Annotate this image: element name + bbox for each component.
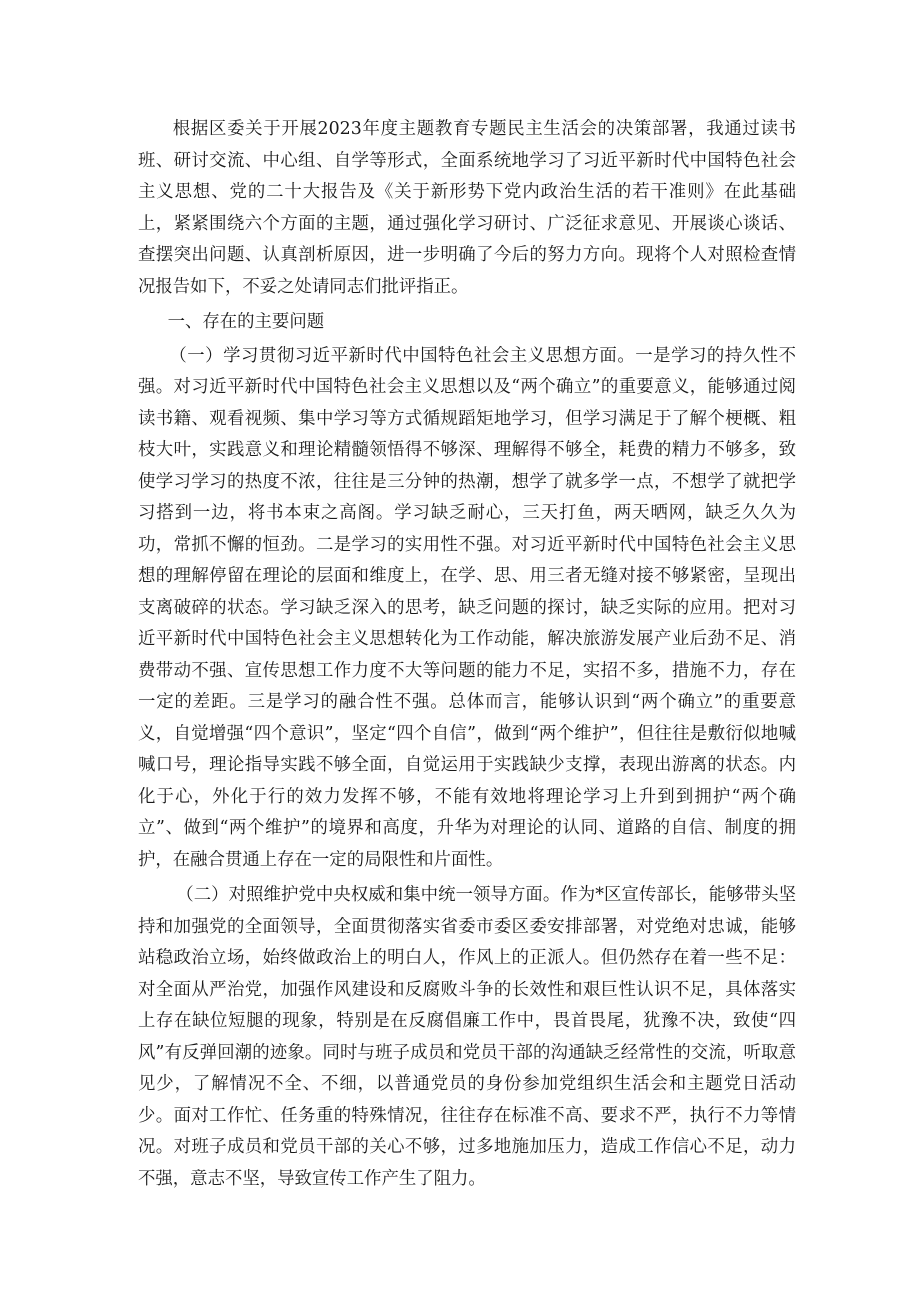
section-heading: 一、存在的主要问题	[167, 312, 325, 332]
document-body	[138, 114, 796, 1199]
intro-paragraph: 根据区委关于开展2023年度主题教育专题民主生活会的决策部署，我通过读书班、研讨交流、中心组、自学等形式，全面系统地学习了习近平新时代中国特色社会主义思想、党的二十大报告及《关于新形势下党内政治生活的若干准则》在此基础上，紧紧围绕六个方面的主题，通过强化学习研讨、广泛征求意见、开展谈心谈话、查摆突出问题、认真剖析原因，进一步明确了今后的努力方向。现将个人对照检查情况报告如下，不妥之处请同志们批评指正。	[138, 119, 796, 297]
subsection-2-paragraph: （二）对照维护党中央权威和集中统一领导方面。作为*区宣传部长，能够带头坚持和加强党的全面领导，全面贯彻落实省委市委区委安排部署，对党绝对忠诚，能够站稳政治立场，始终做政治上的明白人，作风上的正派人。但仍然存在着一些不足：对全面从严治党，加强作风建设和反腐败斗争的长效性和艰巨性认识不足，具体落实上存在缺位短腿的现象，特别是在反腐倡廉工作中，畏首畏尾，犹豫不决，致使“四风”有反弹回潮的迹象。同时与班子成员和党员干部的沟通缺乏经常性的交流，听取意见少，了解情况不全、不细，以普通党员的身份参加党组织生活会和主题党日活动少。面对工作忙、任务重的特殊情况，往往存在标准不高、要求不严，执行不力等情况。对班子成员和党员干部的关心不够，过多地施加压力，造成工作信心不足，动力不强，意志不坚，导致宣传工作产生了阻力。	[138, 885, 796, 1189]
subsection-1-paragraph: （一）学习贯彻习近平新时代中国特色社会主义思想方面。一是学习的持久性不强。对习近平新时代中国特色社会主义思想以及“两个确立”的重要意义，能够通过阅读书籍、观看视频、集中学习等方式循规蹈矩地学习，但学习满足于了解个梗概、粗枝大叶，实践意义和理论精髓领悟得不够深、理解得不够全，耗费的精力不够多，致使学习学习的热度不浓，往往是三分钟的热潮，想学了就多学一点，不想学了就把学习搭到一边，将书本束之高阁。学习缺乏耐心，三天打鱼，两天晒网，缺乏久久为功，常抓不懈的恒劲。二是学习的实用性不强。对习近平新时代中国特色社会主义思想的理解停留在理论的层面和维度上，在学、思、用三者无缝对接不够紧密，呈现出支离破碎的状态。学习缺乏深入的思考，缺乏问题的探讨，缺乏实际的应用。把对习近平新时代中国特色社会主义思想转化为工作动能，解决旅游发展产业后劲不足、消费带动不强、宣传思想工作力度不大等问题的能力不足，实招不多，措施不力，存在一定的差距。三是学习的融合性不强。总体而言，能够认识到“两个确立”的重要意义，自觉增强“四个意识”，坚定“四个自信”，做到“两个维护”，但往往是敷衍似地喊喊口号，理论指导实践不够全面，自觉运用于实践缺少支撑，表现出游离的状态。内化于心，外化于行的效力发挥不够，不能有效地将理论学习上升到到拥护“两个确立”、做到“两个维护”的境界和高度，升华为对理论的认同、道路的自信、制度的拥护，在融合贯通上存在一定的局限性和片面性。	[138, 345, 796, 870]
